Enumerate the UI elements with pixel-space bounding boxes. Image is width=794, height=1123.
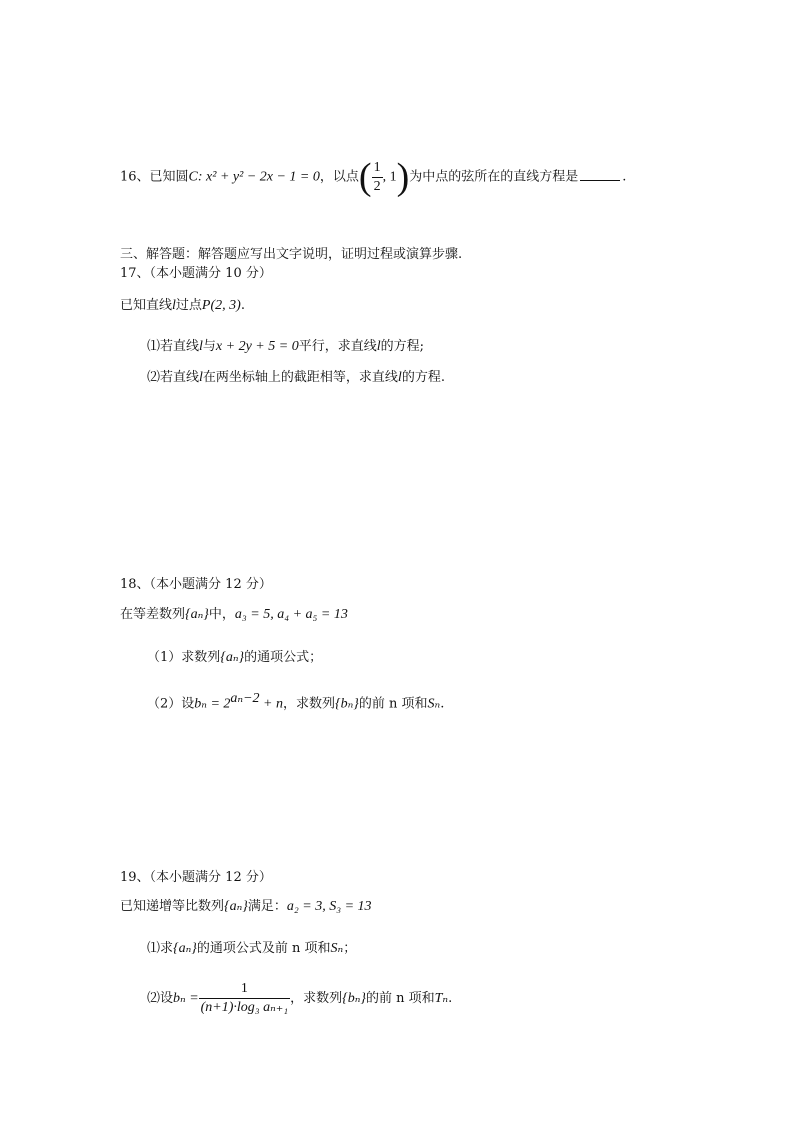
q19-p1-end: ； bbox=[343, 941, 357, 956]
q19-part1 bbox=[147, 939, 356, 959]
q18-p2-exponent: aₙ−2 bbox=[230, 691, 260, 706]
q16-right-paren: ) bbox=[396, 156, 410, 198]
q17-p1-prefix: ⑴若直线 bbox=[147, 339, 200, 354]
q16-equation: : x² + y² − 2x − 1 = 0 bbox=[197, 169, 320, 185]
q18-p2-sn: Sₙ bbox=[427, 696, 441, 712]
q19-header: 19、（本小题满分 12 分） bbox=[120, 870, 272, 885]
q16-circle-name: C bbox=[188, 169, 198, 185]
q16-left-paren: ( bbox=[358, 156, 372, 198]
q18-stem-prefix: 在等差数列 bbox=[120, 607, 186, 622]
q18-p2-seq: {bₙ} bbox=[335, 696, 359, 712]
q18-p2-bn: bₙ = 2 bbox=[194, 696, 231, 712]
q18-p2-mid: ，求数列 bbox=[282, 696, 335, 712]
q17-p1-end: 的方程; bbox=[380, 339, 424, 354]
q17-p2-prefix: ⑵若直线 bbox=[147, 370, 200, 385]
q19-p2-mid: ，求数列 bbox=[290, 991, 343, 1006]
q18-p1-end: 的通项公式； bbox=[244, 650, 323, 665]
q16-frac-num: 1 bbox=[372, 159, 383, 178]
q16-point-y: 1 bbox=[389, 169, 397, 185]
q18-p1-prefix: （1）求数列 bbox=[147, 650, 221, 665]
q16-end: . bbox=[622, 169, 627, 185]
q16-answer-blank bbox=[580, 168, 620, 181]
q17-part2 bbox=[147, 368, 445, 388]
q19-p2-tn: Tₙ bbox=[434, 991, 449, 1006]
q17-p2-mid: 在两坐标轴上的截距相等，求直线 bbox=[202, 370, 398, 385]
q18-p1-seq: {aₙ} bbox=[220, 650, 245, 665]
q17-p2-end: 的方程. bbox=[401, 370, 445, 385]
q18-part1 bbox=[147, 648, 322, 668]
q17-header: 17、（本小题满分 10 分） bbox=[120, 266, 272, 281]
q19-p2-seq: {bₙ} bbox=[342, 991, 366, 1006]
q17-stem-end: . bbox=[240, 298, 245, 313]
q17-line-name: l bbox=[172, 298, 176, 313]
q16-suffix: 为中点的弦所在的直线方程是 bbox=[409, 169, 579, 185]
q17-p1-mid: 与 bbox=[202, 339, 216, 354]
q19-p2-bn: bₙ = bbox=[173, 991, 199, 1006]
q18-p2-plus: + n bbox=[259, 696, 283, 712]
q18-stem-mid: 中， bbox=[208, 607, 235, 622]
q19-seq: {aₙ} bbox=[224, 899, 248, 914]
q19-p2-end: . bbox=[448, 991, 453, 1006]
q16-line: 16、已知圆C: x² + y² − 2x − 1 = 0，以点( $\frac{1}{2}$ , 1)为中点的弦所在的直线方程是 . bbox=[120, 156, 627, 198]
q19-p2-num: 1 bbox=[199, 980, 290, 999]
q18-p2-mid2: 的前 n 项和 bbox=[358, 696, 428, 712]
q17-stem bbox=[120, 296, 245, 316]
q19-p1-mid: 的通项公式及前 n 项和 bbox=[196, 941, 331, 956]
q19-stem bbox=[120, 897, 372, 917]
q16-fraction bbox=[372, 159, 383, 196]
q17-point: P(2, 3) bbox=[201, 298, 241, 313]
q16-mid: ，以点 bbox=[319, 169, 359, 185]
q19-p1-seq: {aₙ} bbox=[173, 941, 197, 956]
q16-prefix: 16、已知圆 bbox=[120, 169, 189, 185]
section3-title: 三、解答题：解答题应写出文字说明，证明过程或演算步骤. bbox=[120, 247, 463, 262]
q19-p2-fraction bbox=[199, 980, 290, 1017]
q18-p2-prefix: （2）设 bbox=[147, 696, 195, 712]
q17-part1 bbox=[147, 337, 424, 357]
q17-p1-mid2: 平行，求直线 bbox=[298, 339, 377, 354]
q16-frac-den: 2 bbox=[373, 178, 381, 194]
q19-p1-prefix: ⑴求 bbox=[147, 941, 174, 956]
q19-condition: a₂ = 3, S₃ = 13 bbox=[286, 899, 372, 914]
q17-p2-line2: l bbox=[397, 370, 402, 385]
q18-p2-end: . bbox=[440, 696, 445, 712]
q18-condition: a₃ = 5, a₄ + a₅ = 13 bbox=[234, 607, 348, 622]
q17-stem-mid: 过点 bbox=[175, 298, 202, 313]
q19-stem-prefix: 已知递增等比数列 bbox=[120, 899, 225, 914]
q19-p2-mid2: 的前 n 项和 bbox=[366, 991, 435, 1006]
q19-p2-den: (n+1)·log₃ aₙ₊₁ bbox=[200, 1000, 289, 1015]
q18-stem bbox=[120, 605, 348, 625]
q17-p2-line: l bbox=[199, 370, 203, 385]
q19-p2-prefix: ⑵设 bbox=[147, 991, 174, 1006]
q19-stem-mid: 满足： bbox=[247, 899, 287, 914]
q17-p1-line: l bbox=[199, 339, 203, 354]
q19-part2 bbox=[147, 980, 452, 1017]
q18-header: 18、（本小题满分 12 分） bbox=[120, 577, 272, 592]
q19-p1-sn: Sₙ bbox=[330, 941, 344, 956]
q18-seq: {aₙ} bbox=[185, 607, 209, 622]
q17-p1-equation: x + 2y + 5 = 0 bbox=[215, 339, 299, 354]
q17-p1-line2: l bbox=[376, 339, 381, 354]
q17-stem-prefix: 已知直线 bbox=[120, 298, 173, 313]
q18-part2 bbox=[147, 689, 444, 714]
